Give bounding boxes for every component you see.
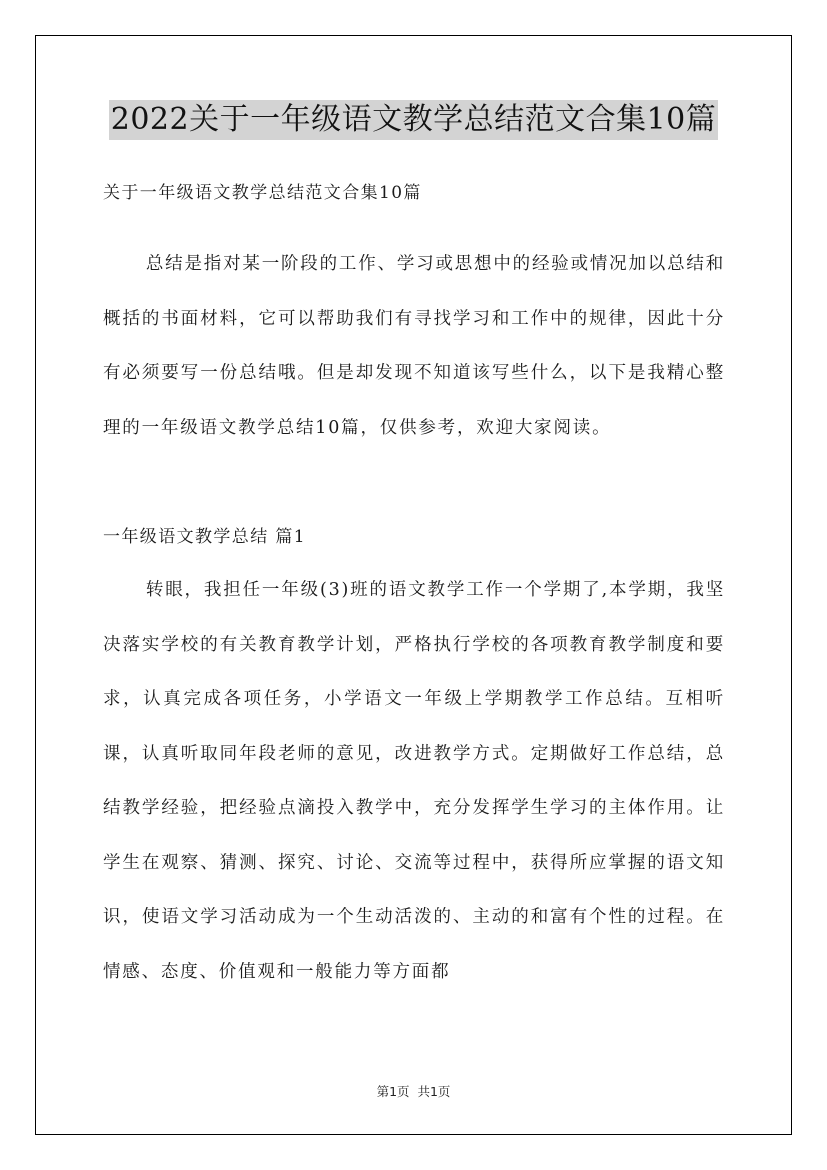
document-subtitle: 关于一年级语文教学总结范文合集10篇 — [103, 183, 422, 203]
page-footer: 第1页 共1页 — [376, 1084, 451, 1099]
section-paragraph: 转眼，我担任一年级(3)班的语文教学工作一个学期了,本学期，我坚决落实学校的有关教育教学计划，严格执行学校的各项教育教学制度和要求，认真完成各项任务，小学语文一年级上学期教学工作总结。互相听课，认真听取同年段老师的意见，改进教学方式。定期做好工作总结，总结教学经验，把经验点滴投入教学中，充分发挥学生学习的主体作用。让学生在观察、猜测、探究、讨论、交流等过程中，获得所应掌握的语文知识，使语文学习活动成为一个生动活泼的、主动的和富有个性的过程。在情感、态度、价值观和一般能力等方面都 — [103, 580, 725, 982]
document-body — [103, 177, 725, 999]
title-container — [0, 100, 827, 140]
section-heading: 一年级语文教学总结 篇1 — [103, 527, 307, 547]
intro-paragraph: 总结是指对某一阶段的工作、学习或思想中的经验或情况加以总结和概括的书面材料，它可以帮助我们有寻找学习和工作中的规律，因此十分有必须要写一份总结哦。但是却发现不知道该写些什么，以下是我精心整理的一年级语文教学总结10篇，仅供参考，欢迎大家阅读。 — [103, 254, 725, 438]
document-title: 2022关于一年级语文教学总结范文合集10篇 — [109, 100, 719, 140]
